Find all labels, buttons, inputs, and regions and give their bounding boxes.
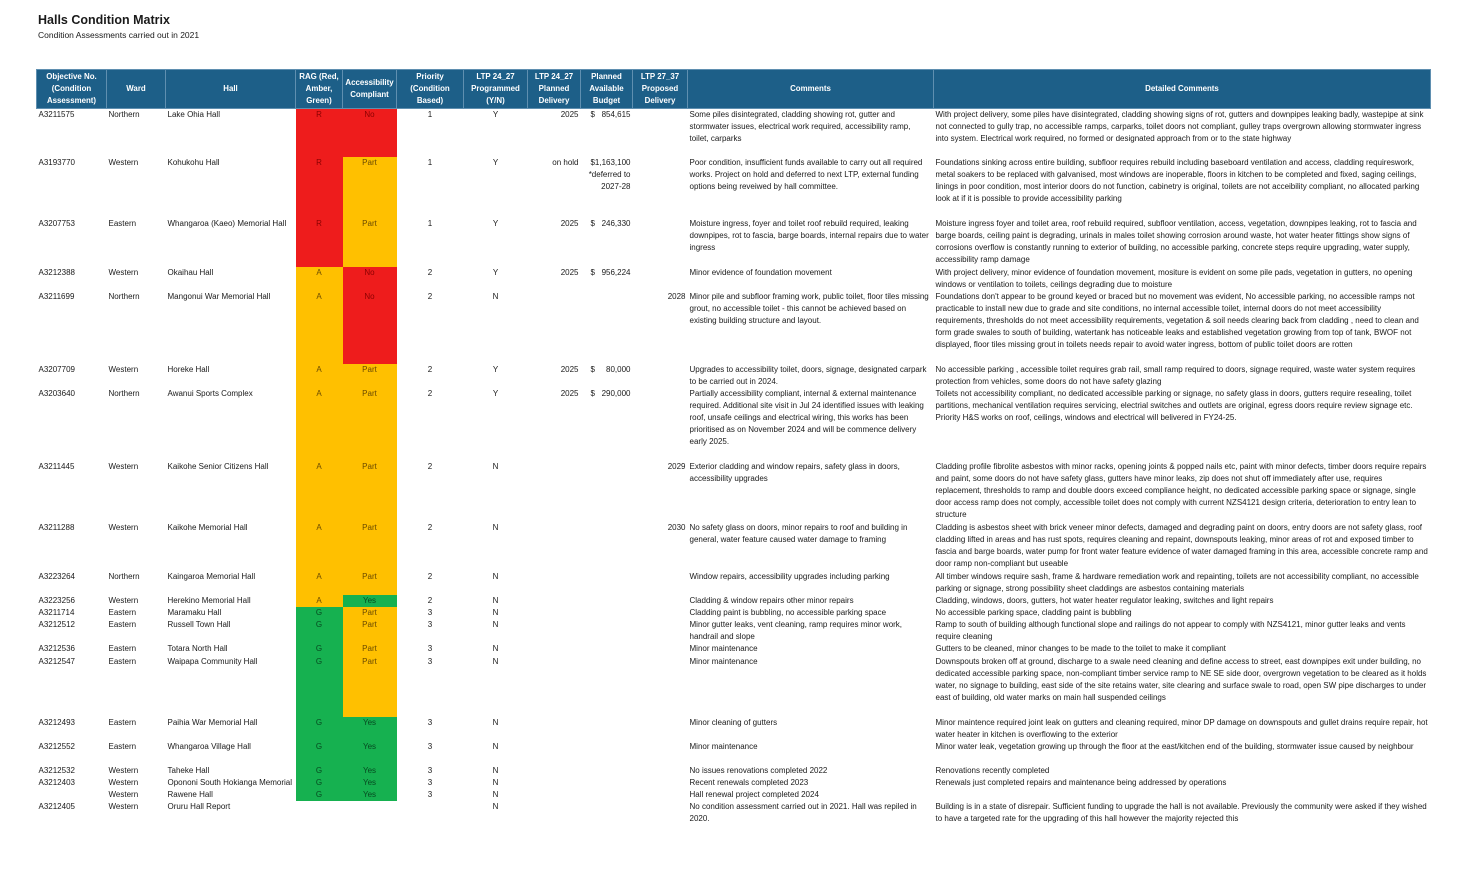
proposed-delivery-cell [633,789,688,801]
hall-name-cell: Opononi South Hokianga Memorial [167,777,293,787]
table-row [37,571,1431,595]
hall-name-cell: Okaihau Hall [167,267,214,277]
proposed-delivery-cell [633,267,688,291]
detailed-comments-cell: Toilets not accessibility compliant, no dedicated accessible parking or signage, no safety glass in doors, gutters require resealing, toilet partitions, mechanical ventilation requires servicing, electrial switches and outlets are original, egress doors require review signage etc. Priority H&S works on roof, ceilings, windows and electrical will belivered in FY24-25. [935,388,1413,423]
detailed-comments-cell: Minor maintence required joint leak on gutters and cleaning required, minor DP damage on downspouts and gullet drains require repair, hot water heater in kitchen is overflowing to the exterior [935,717,1428,739]
planned-delivery-cell [528,291,581,364]
ward-cell: Northern [108,388,140,398]
objective-no-cell: A3212547 [38,656,75,666]
comments-cell: Minor maintenance [689,656,758,666]
hall-name-cell: Oruru Hall Report [167,802,231,811]
table-row [37,717,1431,741]
objective-no-cell: A3212552 [38,741,75,751]
header-detailed-comments: Detailed Comments [934,70,1431,109]
planned-delivery-cell [528,801,581,837]
hall-name-cell: Horeke Hall [167,364,210,374]
comments-cell: Minor evidence of foundation movement [689,267,832,277]
objective-no-cell: A3223264 [38,571,75,581]
ward-cell: Western [108,596,139,606]
budget-cell: $ 956,224 [590,267,631,277]
programmed-cell: N [492,741,499,751]
table-row [37,461,1431,522]
planned-delivery-cell: 2025 [560,218,579,228]
ward-cell: Western [108,157,139,167]
proposed-delivery-cell [633,571,688,595]
comments-cell: Minor gutter leaks, vent cleaning, ramp requires minor work, handrail and slope [689,620,903,642]
priority-cell: 3 [427,717,433,727]
budget-cell [581,717,633,741]
budget-cell [581,571,633,595]
detailed-comments-cell: All timber windows require sash, frame & hardware remediation work and repainting, toilets are not accessibility compliant, no accessible parking or signage, strong possibility sheet claddings are asbestos containing materials [935,571,1419,593]
priority-cell: 1 [427,110,433,119]
priority-cell: 1 [427,218,433,228]
objective-no-cell: A3211575 [38,110,75,119]
comments-cell: No safety glass on doors, minor repairs to roof and building in general, water feature caused water damage to framing [689,522,908,544]
ward-cell: Northern [108,110,140,119]
budget-cell [581,643,633,655]
comments-cell: Moisture ingress, foyer and toilet roof rebuild required, leaking downpipes, rot to fascia, barge boards, internal repairs due to water ingress [689,218,929,252]
header-priority: Priority (Condition Based) [397,70,464,109]
rag-cell: A [296,364,343,388]
accessibility-cell: No [343,267,397,291]
rag-cell: A [296,291,343,364]
rag-cell: A [296,461,343,522]
detailed-comments-cell: Minor water leak, vegetation growing up through the floor at the east/kitchen end of the building, stormwater issue caused by neighbour [935,741,1414,751]
hall-name-cell: Taheke Hall [167,765,210,775]
budget-cell: $ 854,615 [590,110,631,119]
ward-cell: Eastern [108,741,137,751]
table-row [37,291,1431,364]
table-row [37,364,1431,388]
table-row [37,388,1431,461]
hall-name-cell: Mangonui War Memorial Hall [167,291,271,301]
planned-delivery-cell [528,607,581,619]
rag-cell: G [296,643,343,655]
proposed-delivery-cell [633,619,688,643]
comments-cell: Some piles disintegrated, cladding showing rot, gutter and stormwater issues, electrical work required, accessibility ramp, toilet, carparks [689,110,911,144]
programmed-cell: N [492,461,499,471]
budget-cell [581,777,633,789]
comments-cell: Minor pile and subfloor framing work, public toilet, floor tiles missing grout, no accessible toilet - this cannot be achieved based on existing building structure and layout. [689,291,929,325]
programmed-cell: Y [492,267,499,277]
programmed-cell: N [492,644,499,654]
planned-delivery-cell [528,777,581,789]
comments-cell: Cladding paint is bubbling, no accessible parking space [689,608,887,618]
planned-delivery-cell [528,741,581,765]
priority-cell: 3 [427,620,433,630]
accessibility-cell: Part [343,619,397,643]
rag-cell: R [296,157,343,218]
detailed-comments-cell: Moisture ingress foyer and toilet area, roof rebuild required, subfloor ventilation, access, vegetation, downpipes leaking, rot to fascia and barge boards, ceiling paint is degrading, urinals in males toilet showing corrosion around waste, hot water heater fittings show signs of corrosions overflow is constantly running to exterior of building, no accessible parking, concrete steps require upgrading, water supply, accessibility ramp damage [935,218,1417,264]
header-ward: Ward [107,70,166,109]
objective-no-cell: A3212512 [38,620,75,630]
hall-name-cell: Whangaroa (Kaeo) Memorial Hall [167,218,287,228]
detailed-comments-cell: Cladding is asbestos sheet with brick veneer minor defects, damaged and degrading paint on doors, entry doors are not safety glass, roof cladding lifted in areas and has rust spots, requires cleaning and repaint, downspouts leaking, minor areas of rot and exposed timber to fascia and barge boards, water pump for front water feature evidence of water damaged framing in this area, accessible concrete ramp and door ramp non-compliant but useable [935,522,1428,569]
priority-cell: 3 [427,765,433,775]
objective-no-cell: A3211288 [38,522,75,532]
rag-cell: G [296,741,343,765]
planned-delivery-cell: 2025 [560,267,579,277]
planned-delivery-cell [528,656,581,717]
ward-cell: Western [108,777,139,787]
comments-cell: Cladding & window repairs other minor repairs [689,596,854,606]
programmed-cell: Y [492,388,499,398]
objective-no-cell: A3212405 [38,802,75,811]
detailed-comments-cell: Ramp to south of building although functional slope and railings do not appear to comply with NZS4121, minor gutter leaks and vents require cleaning [935,620,1406,642]
programmed-cell: N [492,291,499,301]
priority-cell: 2 [427,267,433,277]
table-row [37,109,1431,157]
rag-cell: G [296,777,343,789]
rag-cell [296,801,343,837]
accessibility-cell: Yes [343,765,397,777]
planned-delivery-cell: 2025 [560,364,579,374]
ward-cell: Northern [108,291,140,301]
planned-delivery-cell [528,522,581,571]
priority-cell: 2 [427,571,433,581]
detailed-comments-cell: Renovations recently completed [935,765,1050,775]
planned-delivery-cell: 2025 [560,110,579,119]
accessibility-cell: Part [343,461,397,522]
priority-cell: 3 [427,741,433,751]
programmed-cell: N [492,802,499,811]
proposed-delivery-cell [633,388,688,461]
budget-cell: $ 80,000 [590,364,631,374]
header-accessibility: Accessibility Compliant [343,70,397,109]
accessibility-cell: Part [343,218,397,267]
accessibility-cell: No [343,109,397,157]
header-hall: Hall [166,70,296,109]
priority-cell: 3 [427,789,433,799]
programmed-cell: Y [492,364,499,374]
accessibility-cell: Part [343,607,397,619]
objective-no-cell [37,789,107,801]
table-row [37,765,1431,777]
ward-cell: Western [108,802,139,811]
accessibility-cell: Part [343,364,397,388]
table-row [37,643,1431,655]
accessibility-cell: Yes [343,595,397,607]
priority-cell: 2 [427,461,433,471]
budget-cell [581,789,633,801]
budget-cell [581,607,633,619]
objective-no-cell: A3212388 [38,267,75,277]
table-row [37,595,1431,607]
ward-cell: Western [108,765,139,775]
objective-no-cell: A3212403 [38,777,75,787]
priority-cell: 2 [427,364,433,374]
accessibility-cell: Yes [343,777,397,789]
priority-cell: 3 [427,777,433,787]
proposed-delivery-cell [633,109,688,157]
table-header-row [37,70,1431,109]
priority-cell: 2 [427,522,433,532]
ward-cell: Western [108,789,139,799]
proposed-delivery-cell: 2030 [667,522,686,532]
table-row [37,777,1431,789]
objective-no-cell: A3211699 [38,291,75,301]
header-ltp-proposed-delivery: LTP 27_37 Proposed Delivery [633,70,688,109]
detailed-comments-cell [934,789,1431,801]
hall-name-cell: Russell Town Hall [167,620,231,630]
comments-cell: Exterior cladding and window repairs, safety glass in doors, accessibility upgrades [689,461,900,483]
table-row [37,157,1431,218]
proposed-delivery-cell [633,643,688,655]
detailed-comments-cell: With project delivery, some piles have disintegrated, cladding showing signs of rot, gutters and downpipes leaking badly, wastepipe at sink not connected to gully trap, no accessible ramps, carparks, toilet doors not compliant, gulley traps overgrown allowing stormwater ingress into system. Electrical work required, no formed or designated approach from or to the state highway [935,110,1424,144]
priority-cell [397,801,464,837]
objective-no-cell: A3193770 [38,157,75,167]
budget-cell: $1,163,100 *deferred to 2027-28 [588,157,631,191]
detailed-comments-cell: No accessible parking space, cladding paint is bubbling [935,608,1132,618]
objective-no-cell: A3203640 [38,388,75,398]
objective-no-cell: A3212536 [38,644,75,654]
accessibility-cell: Yes [343,717,397,741]
planned-delivery-cell [528,619,581,643]
proposed-delivery-cell [633,801,688,837]
detailed-comments-cell: Foundations sinking across entire building, subfloor requires rebuild including baseboard ventilation and access, cladding requireswork, metal soakers to be replaced with galvanised, most windows are inoperable, floors in kitchen to be completed and fixed, saging ceilings, linings in poor condition, most interior doors do not function, cabinetry is original, toilets are not acceibility compliant, no allocated parking look at if it is possible to provide accessibility parking [935,157,1420,203]
comments-cell: Minor maintenance [689,741,758,751]
accessibility-cell: No [343,291,397,364]
objective-no-cell: A3207753 [38,218,75,228]
comments-cell: Minor maintenance [689,644,758,654]
priority-cell: 2 [427,596,433,606]
ward-cell: Eastern [108,656,137,666]
hall-name-cell: Awanui Sports Complex [167,388,253,398]
hall-name-cell: Kaikohe Memorial Hall [167,522,248,532]
programmed-cell: N [492,717,499,727]
hall-name-cell: Whangaroa Village Hall [167,741,251,751]
rag-cell: A [296,267,343,291]
programmed-cell: N [492,656,499,666]
table-row [37,267,1431,291]
budget-cell [581,461,633,522]
comments-cell: No issues renovations completed 2022 [689,765,828,775]
table-row [37,801,1431,837]
detailed-comments-cell: Renewals just completed repairs and maintenance being addressed by operations [935,777,1227,787]
accessibility-cell: Part [343,157,397,218]
budget-cell [581,801,633,837]
programmed-cell: Y [492,110,499,119]
proposed-delivery-cell: 2029 [667,461,686,471]
rag-cell: G [296,789,343,801]
accessibility-cell [343,801,397,837]
ward-cell: Eastern [108,644,137,654]
rag-cell: A [296,522,343,571]
proposed-delivery-cell [633,741,688,765]
halls-condition-table [36,69,1431,837]
comments-cell: Minor cleaning of gutters [689,717,778,727]
programmed-cell: N [492,789,499,799]
hall-name-cell: Maramaku Hall [167,608,222,618]
comments-cell: Hall renewal project completed 2024 [689,789,819,799]
hall-name-cell: Rawene Hall [167,789,213,799]
detailed-comments-cell: Foundations don't appear to be ground keyed or braced but no movement was evident, No accessible parking, no accessible ramps not practicable to install new due to grade and site conditions, no internal accessible toilet, internal doors do not meet accessibility requirements, thresholds do not meet accessibility requirements, vegetation & soil needs clearing back from cladding , need to clean and form grade swales to south of building, watertank has noticeable leaks and established vegetation growing from top of tank, BWOF not displayed, floor tiles missing grout in toilets needs repair to avoid water ingress, bottom of public toilet doors are rotten [935,291,1419,350]
detailed-comments-cell: Downspouts broken off at ground, discharge to a swale need cleaning and define access to street, east downpipes exit under building, no dedicated accessible parking space, non-compliant timber service ramp to NE SE side door, overgrown vegetation to be cleared as it holds water, no signage to building, east side of the site retains water, site clearing and surface swale to road, open SW pipe discharges to under east of building, old water marks on main hall suspended ceilings [935,656,1427,702]
detailed-comments-cell: Cladding profile fibrolite asbestos with minor racks, opening joints & popped nails etc, paint with minor defects, timber doors require repairs and paint, some doors do not have safety glass, gutters have minor leaks, zip does not shut off immediately after use, requires replacement, thresholds to ramp and double doors exceed compliance height, no dedicated accessible parking space or signage, single door access ramp does not comply, accessible toilet does not comply with current NZS4121 design criteria, deterioration to entry lean to structure [935,461,1427,520]
budget-cell [581,522,633,571]
header-ltp-programmed: LTP 24_27 Programmed (Y/N) [464,70,528,109]
budget-cell [581,656,633,717]
planned-delivery-cell [528,765,581,777]
proposed-delivery-cell [633,364,688,388]
proposed-delivery-cell [633,777,688,789]
table-row [37,619,1431,643]
rag-cell: G [296,765,343,777]
proposed-delivery-cell [633,218,688,267]
comments-cell: Partially accessibility compliant, internal & external maintenance required. Additional site visit in Jul 24 identified issues with leaking roof, unsafe ceilings and electrical wiring, this works has been prioritised as on November 2024 and will be commence delivery early 2025. [689,388,924,447]
budget-cell [581,595,633,607]
ward-cell: Eastern [108,218,137,228]
priority-cell: 1 [427,157,433,167]
accessibility-cell: Part [343,388,397,461]
detailed-comments-cell: No accessible parking , accessible toilet requires grab rail, small ramp required to doors, signage required, waste water system requires protection from vehicles, some doors do not have safety glazing [935,364,1416,386]
accessibility-cell: Part [343,571,397,595]
table-body [37,109,1431,838]
rag-cell: G [296,656,343,717]
objective-no-cell: A3207709 [38,364,75,374]
programmed-cell: N [492,522,499,532]
proposed-delivery-cell [633,717,688,741]
page-subtitle: Condition Assessments carried out in 2021 [38,30,200,40]
proposed-delivery-cell [633,607,688,619]
planned-delivery-cell [528,571,581,595]
comments-cell: Recent renewals completed 2023 [689,777,809,787]
priority-cell: 3 [427,656,433,666]
programmed-cell: Y [492,218,499,228]
proposed-delivery-cell: 2028 [667,291,686,301]
rag-cell: A [296,595,343,607]
page-title: Halls Condition Matrix [38,13,170,27]
priority-cell: 2 [427,291,433,301]
programmed-cell: N [492,608,499,618]
planned-delivery-cell [528,789,581,801]
ward-cell: Western [108,267,139,277]
detailed-comments-cell: Cladding, windows, doors, gutters, hot water heater regulator leaking, switches and light repairs [935,596,1274,606]
table-row [37,789,1431,801]
proposed-delivery-cell [633,157,688,218]
accessibility-cell: Yes [343,789,397,801]
rag-cell: R [296,218,343,267]
hall-name-cell: Totara North Hall [167,644,228,654]
ward-cell: Western [108,461,139,471]
table-row [37,741,1431,765]
hall-name-cell: Kaikohe Senior Citizens Hall [167,461,269,471]
programmed-cell: N [492,596,499,606]
objective-no-cell: A3211714 [38,608,75,618]
table-row [37,607,1431,619]
header-rag: RAG (Red, Amber, Green) [296,70,343,109]
detailed-comments-cell: Gutters to be cleaned, minor changes to be made to the toilet to make it compliant [935,644,1226,654]
table-row [37,656,1431,717]
programmed-cell: N [492,571,499,581]
planned-delivery-cell: on hold [552,157,579,167]
rag-cell: G [296,607,343,619]
rag-cell: A [296,388,343,461]
proposed-delivery-cell [633,595,688,607]
table-row [37,522,1431,571]
programmed-cell: N [492,765,499,775]
accessibility-cell: Part [343,656,397,717]
objective-no-cell: A3212532 [38,765,75,775]
hall-name-cell: Paihia War Memorial Hall [167,717,258,727]
programmed-cell: N [492,777,499,787]
priority-cell: 2 [427,388,433,398]
ward-cell: Western [108,364,139,374]
budget-cell [581,619,633,643]
comments-cell: Upgrades to accessibility toilet, doors, signage, designated carpark to be carried out in 2024. [689,364,927,386]
budget-cell: $ 290,000 [590,388,631,398]
table-row [37,218,1431,267]
comments-cell: Poor condition, insufficient funds available to carry out all required works. Project on hold and deferred to next LTP, external funding options being reveiwed by hall committee. [689,157,923,191]
programmed-cell: Y [492,157,499,167]
objective-no-cell: A3223256 [38,596,75,606]
detailed-comments-cell: Building is in a state of disrepair. Sufficient funding to upgrade the hall is not available. Previously the community were asked if they wished to have a targeted rate for the upgrading of this hall however the majority rejected this [935,802,1427,824]
proposed-delivery-cell [633,656,688,717]
planned-delivery-cell: 2025 [560,388,579,398]
header-planned-budget: Planned Available Budget [581,70,633,109]
objective-no-cell: A3212493 [38,717,75,727]
budget-cell: $ 246,330 [590,218,631,228]
header-ltp-planned-delivery: LTP 24_27 Planned Delivery [528,70,581,109]
budget-cell [581,291,633,364]
comments-cell: No condition assessment carried out in 2021. Hall was repiled in 2020. [689,802,917,824]
planned-delivery-cell [528,595,581,607]
planned-delivery-cell [528,717,581,741]
planned-delivery-cell [528,643,581,655]
hall-name-cell: Herekino Memorial Hall [167,596,251,606]
proposed-delivery-cell [633,765,688,777]
planned-delivery-cell [528,461,581,522]
ward-cell: Western [108,522,139,532]
ward-cell: Eastern [108,620,137,630]
ward-cell: Eastern [108,717,137,727]
budget-cell [581,741,633,765]
priority-cell: 3 [427,608,433,618]
ward-cell: Eastern [108,608,137,618]
header-comments: Comments [688,70,934,109]
hall-name-cell: Kohukohu Hall [167,157,220,167]
ward-cell: Northern [108,571,140,581]
hall-name-cell: Lake Ohia Hall [167,110,220,119]
accessibility-cell: Part [343,522,397,571]
priority-cell: 3 [427,644,433,654]
hall-name-cell: Waipapa Community Hall [167,656,258,666]
rag-cell: A [296,571,343,595]
hall-name-cell: Kaingaroa Memorial Hall [167,571,256,581]
budget-cell [581,765,633,777]
accessibility-cell: Part [343,643,397,655]
accessibility-cell: Yes [343,741,397,765]
objective-no-cell: A3211445 [38,461,75,471]
rag-cell: R [296,109,343,157]
programmed-cell: N [492,620,499,630]
rag-cell: G [296,717,343,741]
header-objective-no: Objective No. (Condition Assessment) [37,70,107,109]
detailed-comments-cell: With project delivery, minor evidence of foundation movement, mositure is evident on some pile pads, vegetation in gutters, no opening windows or ventilation to toilets, ceilings degrading due to moisture [935,267,1413,289]
comments-cell: Window repairs, accessibility upgrades including parking [689,571,890,581]
rag-cell: G [296,619,343,643]
